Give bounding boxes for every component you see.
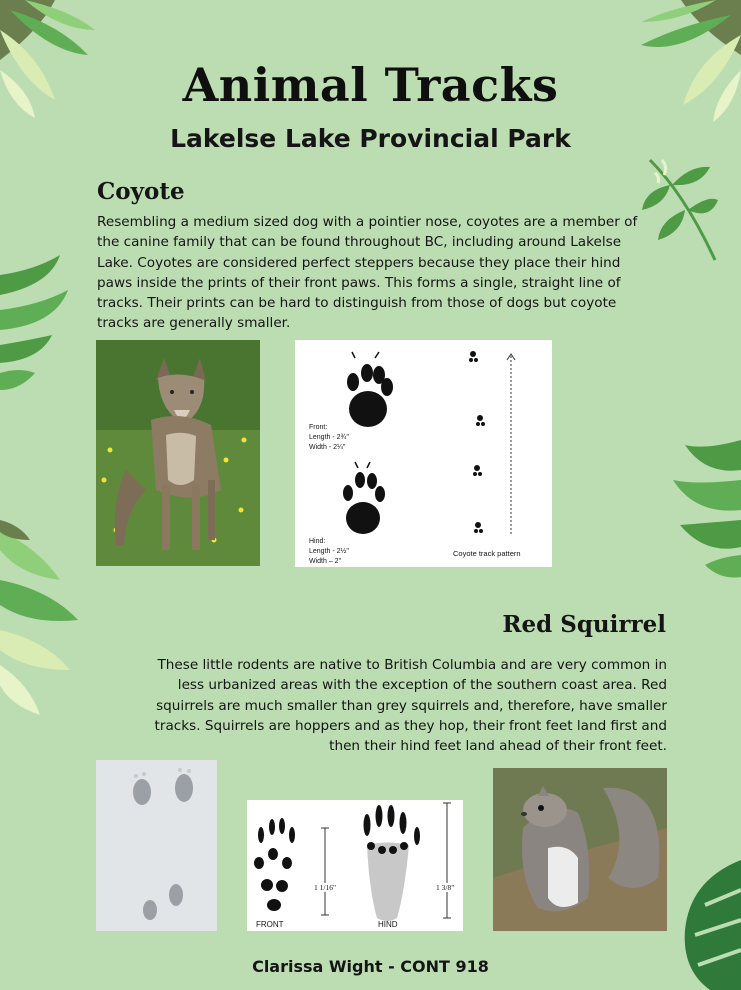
- squirrel-paragraph: These little rodents are native to British Columbia and are very common in less urbanized areas with the exception of the southern coast area. Red squirrels are much smaller than grey squirrels and, therefore, have smaller tracks. Squirrels are hoppers and as they hop, their front feet land first and then their hind feet land ahead of their front feet.: [154, 657, 667, 755]
- coyote-heading: Coyote: [97, 178, 185, 205]
- leaf-cluster-right-middle-icon: [665, 435, 741, 580]
- hind-print-label: HIND: [378, 920, 398, 929]
- squirrel-track-diagram: [247, 800, 463, 931]
- squirrel-front-print-icon: [254, 818, 295, 911]
- page-subtitle: Lakelse Lake Provincial Park: [170, 124, 571, 153]
- front-width: Width - 2¼": [309, 444, 346, 451]
- squirrel-heading: Red Squirrel: [502, 611, 666, 638]
- coyote-photo: [96, 340, 260, 566]
- hind-length: Length - 2½": [309, 548, 349, 555]
- squirrel-photo: [493, 768, 667, 931]
- track-pattern-icon: [469, 351, 485, 533]
- hind-paw-print-icon: [343, 462, 385, 534]
- track-pattern-caption: Coyote track pattern: [453, 549, 521, 558]
- hind-width: Width – 2": [309, 558, 342, 565]
- hind-measure: 1 3/8": [436, 883, 455, 892]
- squirrel-hind-print-icon: [364, 805, 421, 921]
- front-measure: 1 1/16": [314, 883, 337, 892]
- front-length: Length - 2¾": [309, 434, 349, 441]
- page-title: Animal Tracks: [182, 58, 559, 112]
- leaf-cluster-bottom-left-icon: [0, 520, 80, 720]
- leaf-cluster-left-icon: [0, 255, 70, 395]
- front-paw-print-icon: [347, 352, 393, 427]
- hind-label: Hind:: [309, 538, 326, 545]
- front-print-label: FRONT: [256, 920, 284, 929]
- coyote-track-diagram: [295, 340, 552, 567]
- author-footer: Clarissa Wight - CONT 918: [252, 957, 489, 976]
- coyote-paragraph: Resembling a medium sized dog with a pointier nose, coyotes are a member of the canine family that can be found throughout BC, including around Lakelse Lake. Coyotes are considered perfect steppers because they place their hind paws inside the prints of their front paws. This forms a single, straight line of tracks. Their prints can be hard to distinguish from those of dogs but coyote tracks are generally smaller.: [97, 214, 638, 332]
- squirrel-tracks-snow-photo: [96, 760, 217, 931]
- front-label: Front:: [309, 424, 328, 431]
